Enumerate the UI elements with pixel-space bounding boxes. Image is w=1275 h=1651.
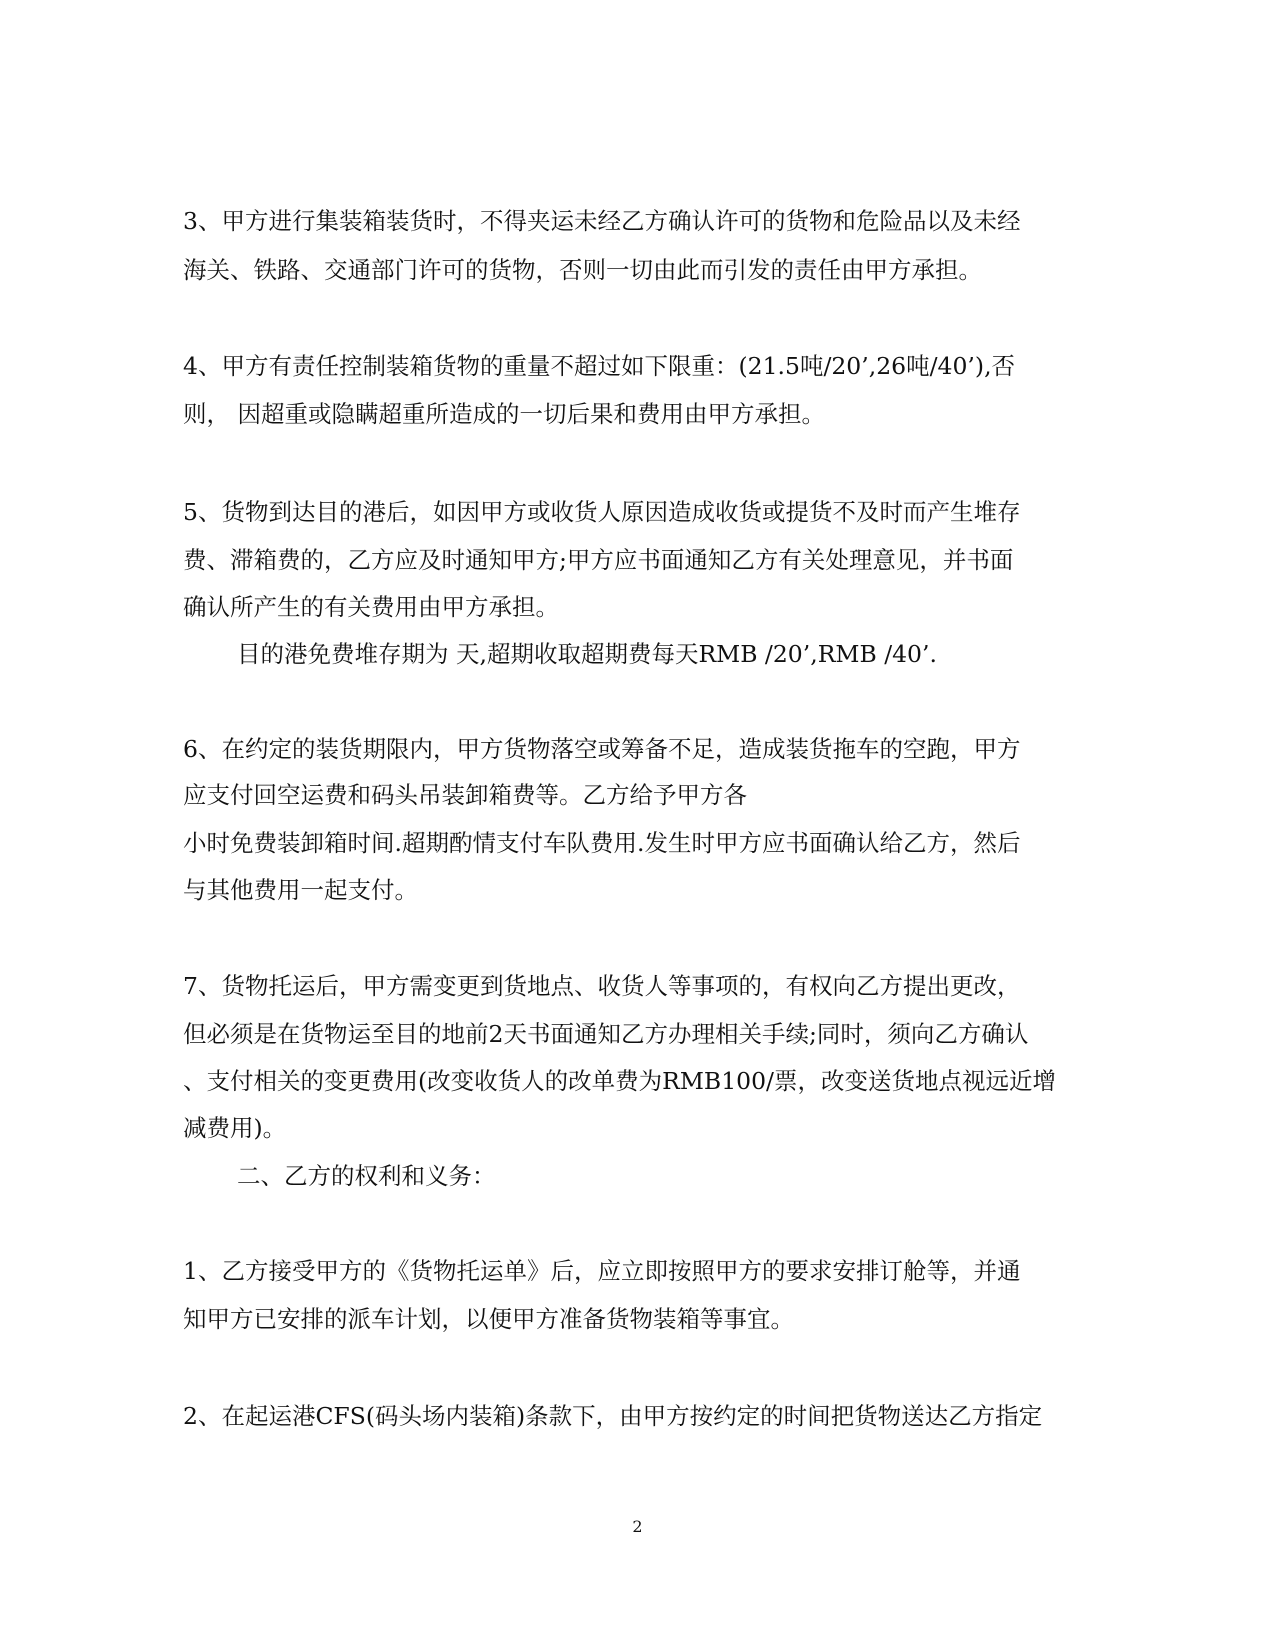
text-line: 小时免费装卸箱时间.超期酌情支付车队费用.发生时甲方应书面确认给乙方，然后 bbox=[183, 829, 1021, 857]
text-line: 与其他费用一起支付。 bbox=[183, 876, 418, 904]
section-heading: 二、乙方的权利和义务： bbox=[237, 1162, 496, 1190]
text-line: 5、货物到达目的港后，如因甲方或收货人原因造成收货或提货不及时而产生堆存 bbox=[183, 498, 1021, 526]
text-line: 7、货物托运后，甲方需变更到货地点、收货人等事项的，有权向乙方提出更改， bbox=[183, 972, 1021, 1000]
text-line: 目的港免费堆存期为 天,超期收取超期费每天RMB /20’,RMB /40’. bbox=[237, 640, 937, 668]
text-line: 减费用)。 bbox=[183, 1114, 287, 1142]
text-line: 则， 因超重或隐瞒超重所造成的一切后果和费用由甲方承担。 bbox=[183, 400, 825, 428]
text-line: 确认所产生的有关费用由甲方承担。 bbox=[183, 593, 559, 621]
text-line: 但必须是在货物运至目的地前2天书面通知乙方办理相关手续;同时，须向乙方确认 bbox=[183, 1020, 1029, 1048]
text-line: 3、甲方进行集装箱装货时，不得夹运未经乙方确认许可的货物和危险品以及未经 bbox=[183, 207, 1021, 235]
text-line: 海关、铁路、交通部门许可的货物，否则一切由此而引发的责任由甲方承担。 bbox=[183, 256, 982, 284]
text-line: 4、甲方有责任控制装箱货物的重量不超过如下限重：(21.5吨/20’,26吨/40’),否 bbox=[183, 352, 1016, 380]
text-line: 2、在起运港CFS(码头场内装箱)条款下，由甲方按约定的时间把货物送达乙方指定 bbox=[183, 1402, 1043, 1430]
text-line: 费、滞箱费的，乙方应及时通知甲方;甲方应书面通知乙方有关处理意见，并书面 bbox=[183, 546, 1014, 574]
text-line: 1、乙方接受甲方的《货物托运单》后，应立即按照甲方的要求安排订舱等，并通 bbox=[183, 1257, 1021, 1285]
page-number: 2 bbox=[632, 1517, 643, 1536]
text-line: 知甲方已安排的派车计划，以便甲方准备货物装箱等事宜。 bbox=[183, 1305, 794, 1333]
text-line: 、支付相关的变更费用(改变收货人的改单费为RMB100/票，改变送货地点视远近增 bbox=[183, 1067, 1056, 1095]
text-line: 应支付回空运费和码头吊装卸箱费等。乙方给予甲方各 bbox=[183, 781, 747, 809]
text-line: 6、在约定的装货期限内，甲方货物落空或筹备不足，造成装货拖车的空跑，甲方 bbox=[183, 735, 1021, 763]
